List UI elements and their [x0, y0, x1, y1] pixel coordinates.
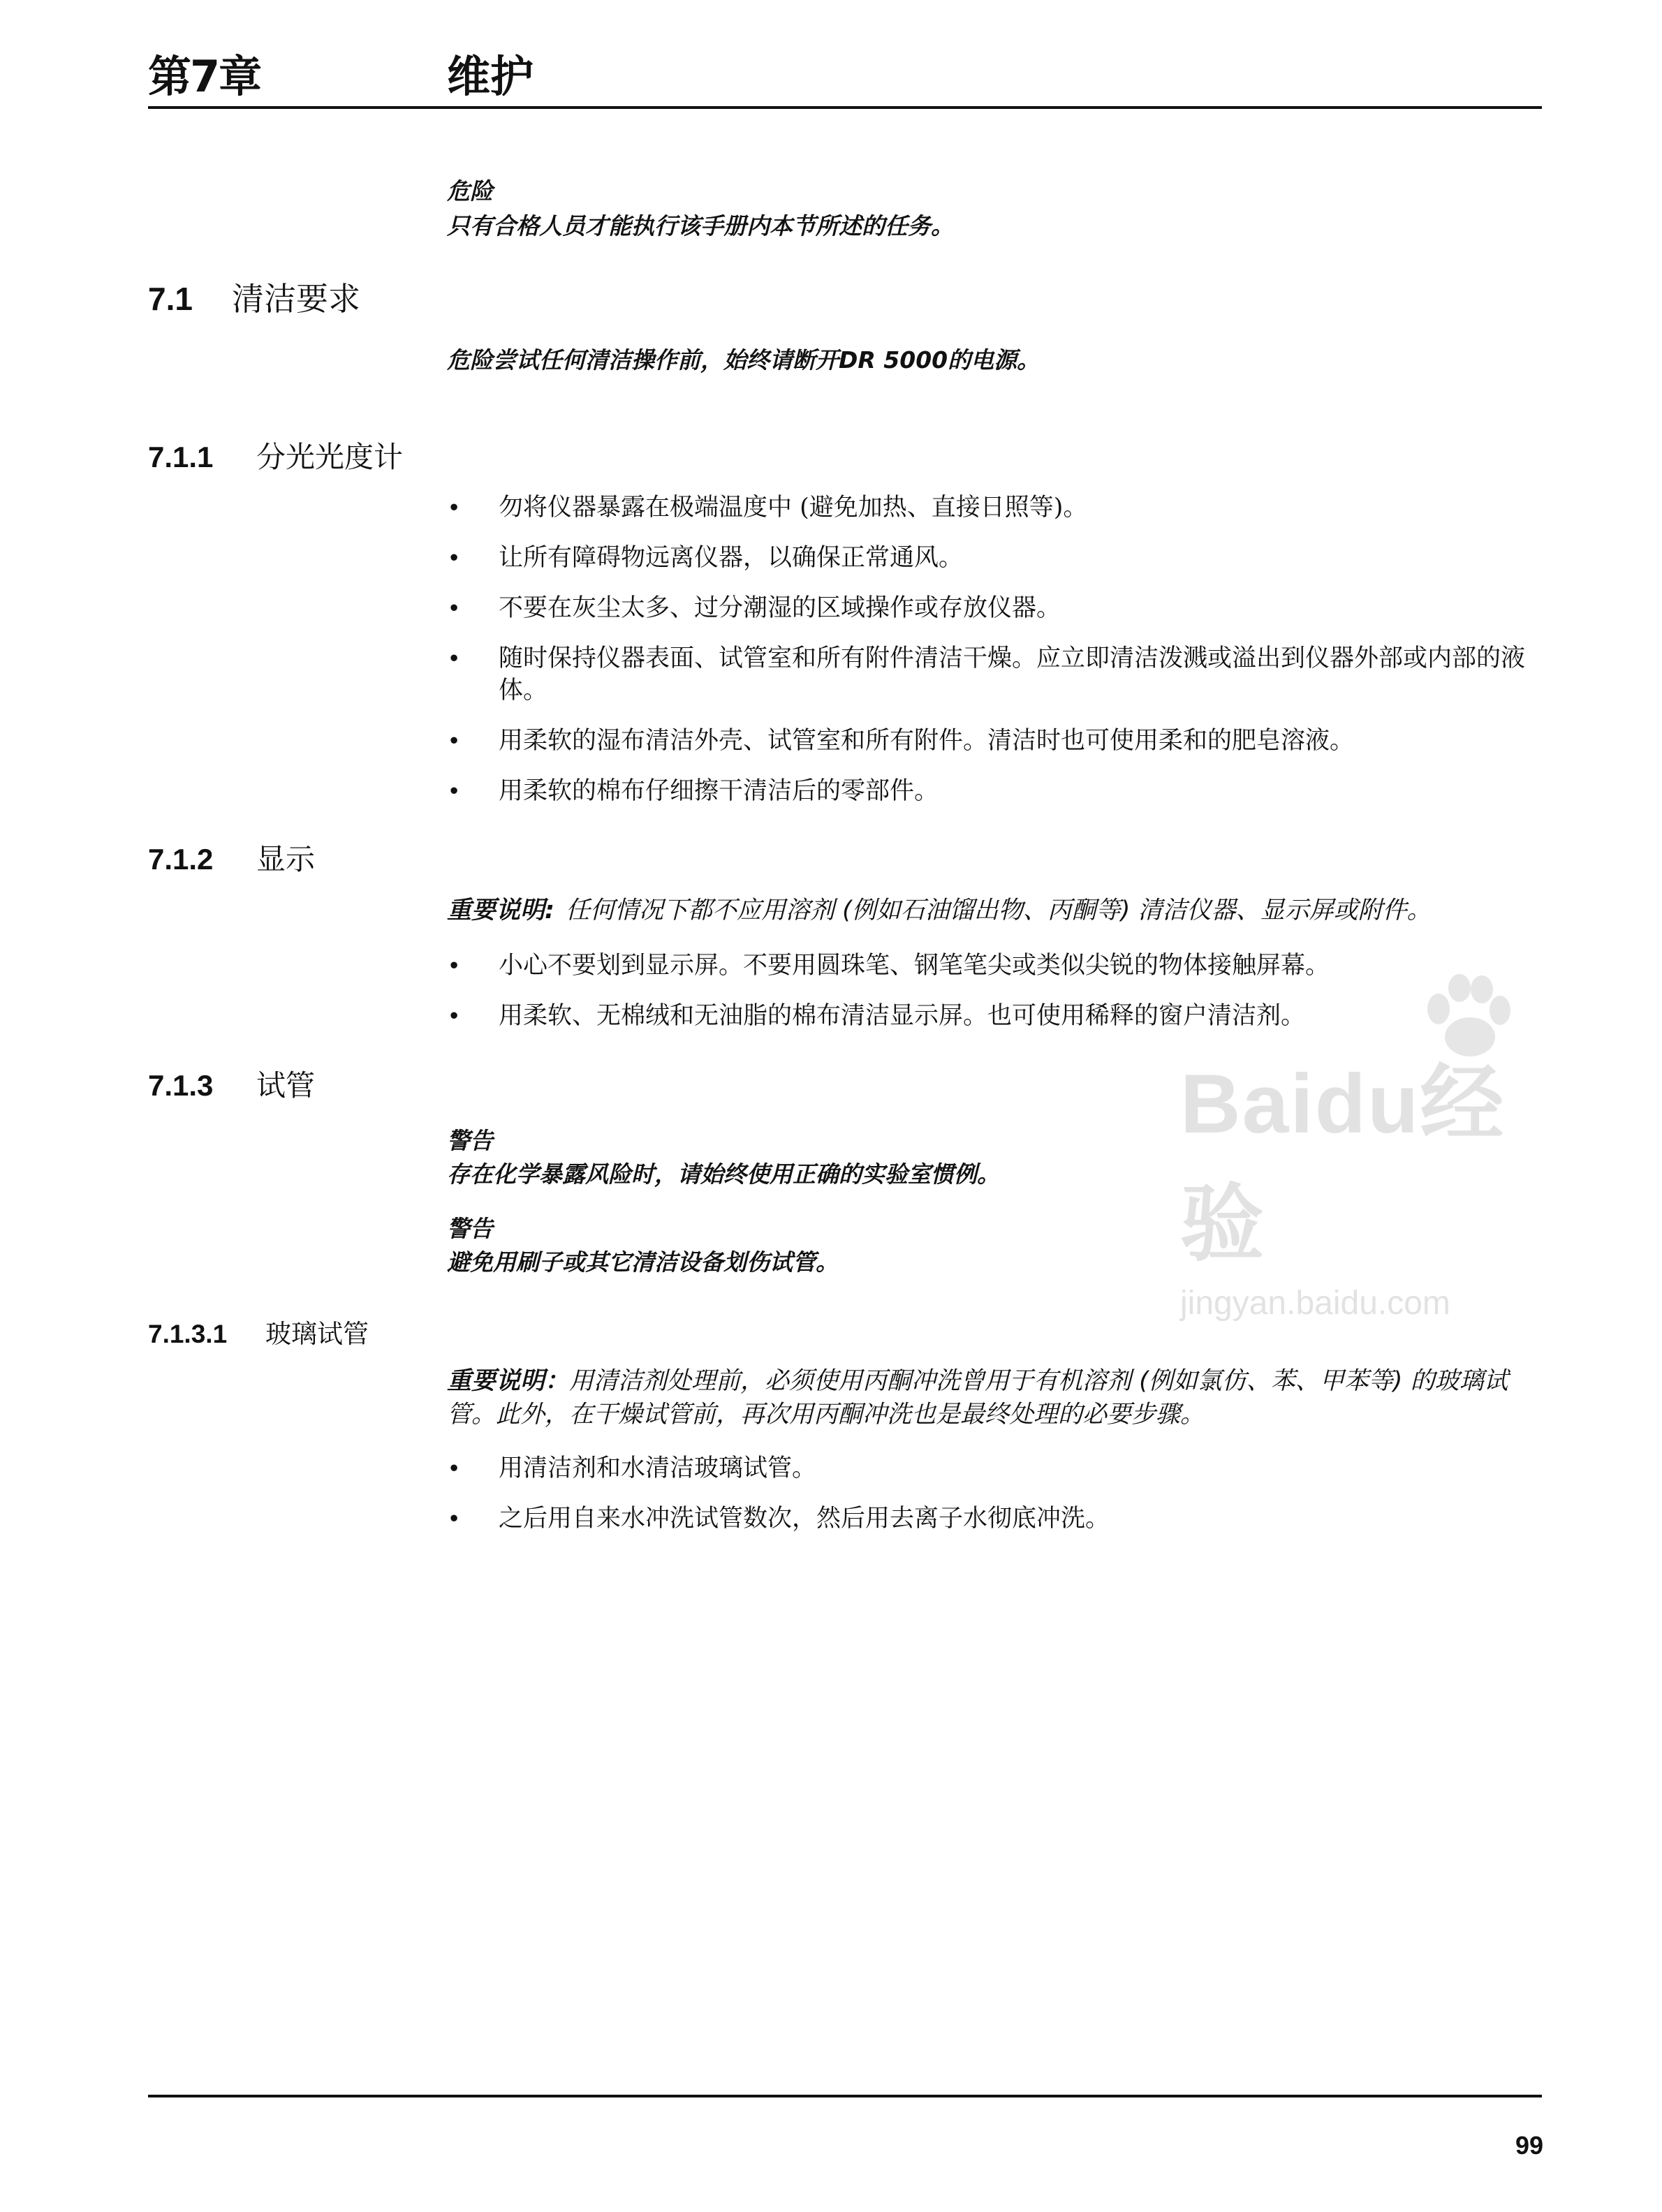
section-number: 7.1.3 — [148, 1069, 214, 1102]
section-7-1-2-heading — [148, 836, 315, 878]
footer-rule — [148, 2095, 1542, 2097]
section-number: 7.1.1 — [148, 441, 214, 473]
section-7-1-3-1-note — [447, 1364, 1540, 1431]
section-title: 玻璃试管 — [265, 1319, 369, 1349]
list-item: • 用清洁剂和水清洁玻璃试管。 — [447, 1452, 1543, 1484]
note-label: 重要说明: — [447, 897, 554, 924]
warning-1-text: 存在化学暴露风险时，请始终使用正确的实验室惯例。 — [447, 1160, 1000, 1188]
list-item: • 随时保持仪器表面、试管室和所有附件清洁干燥。应立即清洁泼溅或溢出到仪器外部或内部的液体。 — [447, 642, 1543, 707]
baidu-watermark — [1180, 974, 1543, 1322]
list-item: • 之后用自来水冲洗试管数次，然后用去离子水彻底冲洗。 — [447, 1503, 1543, 1535]
section-7-1-heading — [148, 274, 360, 320]
list-item: • 用柔软、无棉绒和无油脂的棉布清洁显示屏。也可使用稀释的窗户清洁剂。 — [447, 1000, 1543, 1032]
section-7-1-2-note — [447, 894, 1540, 927]
list-item: • 小心不要划到显示屏。不要用圆珠笔、钢笔笔尖或类似尖锐的物体接触屏幕。 — [447, 950, 1543, 982]
section-7-1-3-1-heading — [148, 1313, 369, 1350]
section-title: 分光光度计 — [256, 440, 404, 474]
section-number: 7.1.3.1 — [148, 1320, 228, 1348]
list-item: • 用柔软的棉布仔细擦干清洁后的零部件。 — [447, 775, 1543, 807]
header-rule — [148, 106, 1542, 109]
section-number: 7.1 — [148, 281, 193, 317]
section-7-1-3-heading — [148, 1063, 315, 1105]
danger-text: 只有合格人员才能执行该手册内本节所述的任务。 — [447, 212, 954, 239]
warning-1-label: 警告 — [447, 1127, 493, 1154]
list-item: • 让所有障碍物远离仪器，以确保正常通风。 — [447, 542, 1543, 574]
section-7-1-danger: 危险尝试任何清洁操作前，始终请断开DR 5000的电源。 — [447, 346, 1040, 374]
section-title: 显示 — [256, 842, 316, 876]
list-item: • 用柔软的湿布清洁外壳、试管室和所有附件。清洁时也可使用柔和的肥皂溶液。 — [447, 725, 1543, 757]
section-7-1-1-heading — [148, 434, 403, 476]
list-item: • 勿将仪器暴露在极端温度中 (避免加热、直接日照等)。 — [447, 492, 1543, 524]
watermark-logo: Baidu经验 — [1180, 1057, 1506, 1271]
note-label: 重要说明： — [447, 1367, 570, 1395]
warning-2-label: 警告 — [447, 1215, 493, 1242]
note-text: 任何情况下都不应用溶剂 (例如石油馏出物、丙酮等) 清洁仪器、显示屏或附件。 — [566, 897, 1432, 924]
note-text: 用清洁剂处理前，必须使用丙酮冲洗曾用于有机溶剂 (例如氯仿、苯、甲苯等) 的玻璃试管。此外，在干燥试管前，再次用丙酮冲洗也是最终处理的必要步骤。 — [447, 1367, 1508, 1429]
page-number: 99 — [1515, 2131, 1543, 2160]
danger-label: 危险 — [447, 177, 493, 205]
section-title: 清洁要求 — [232, 280, 360, 318]
chapter-title: 维护 — [447, 51, 534, 102]
list-item: • 不要在灰尘太多、过分潮湿的区域操作或存放仪器。 — [447, 592, 1543, 624]
watermark-url: jingyan.baidu.com — [1180, 1285, 1450, 1322]
chapter-number: 第7章 — [148, 51, 261, 102]
section-7-1-3-1-list — [447, 1452, 1543, 1535]
warning-2-text: 避免用刷子或其它清洁设备划伤试管。 — [447, 1248, 839, 1276]
section-number: 7.1.2 — [148, 843, 214, 876]
section-title: 试管 — [256, 1068, 316, 1103]
section-7-1-1-list — [447, 492, 1543, 807]
